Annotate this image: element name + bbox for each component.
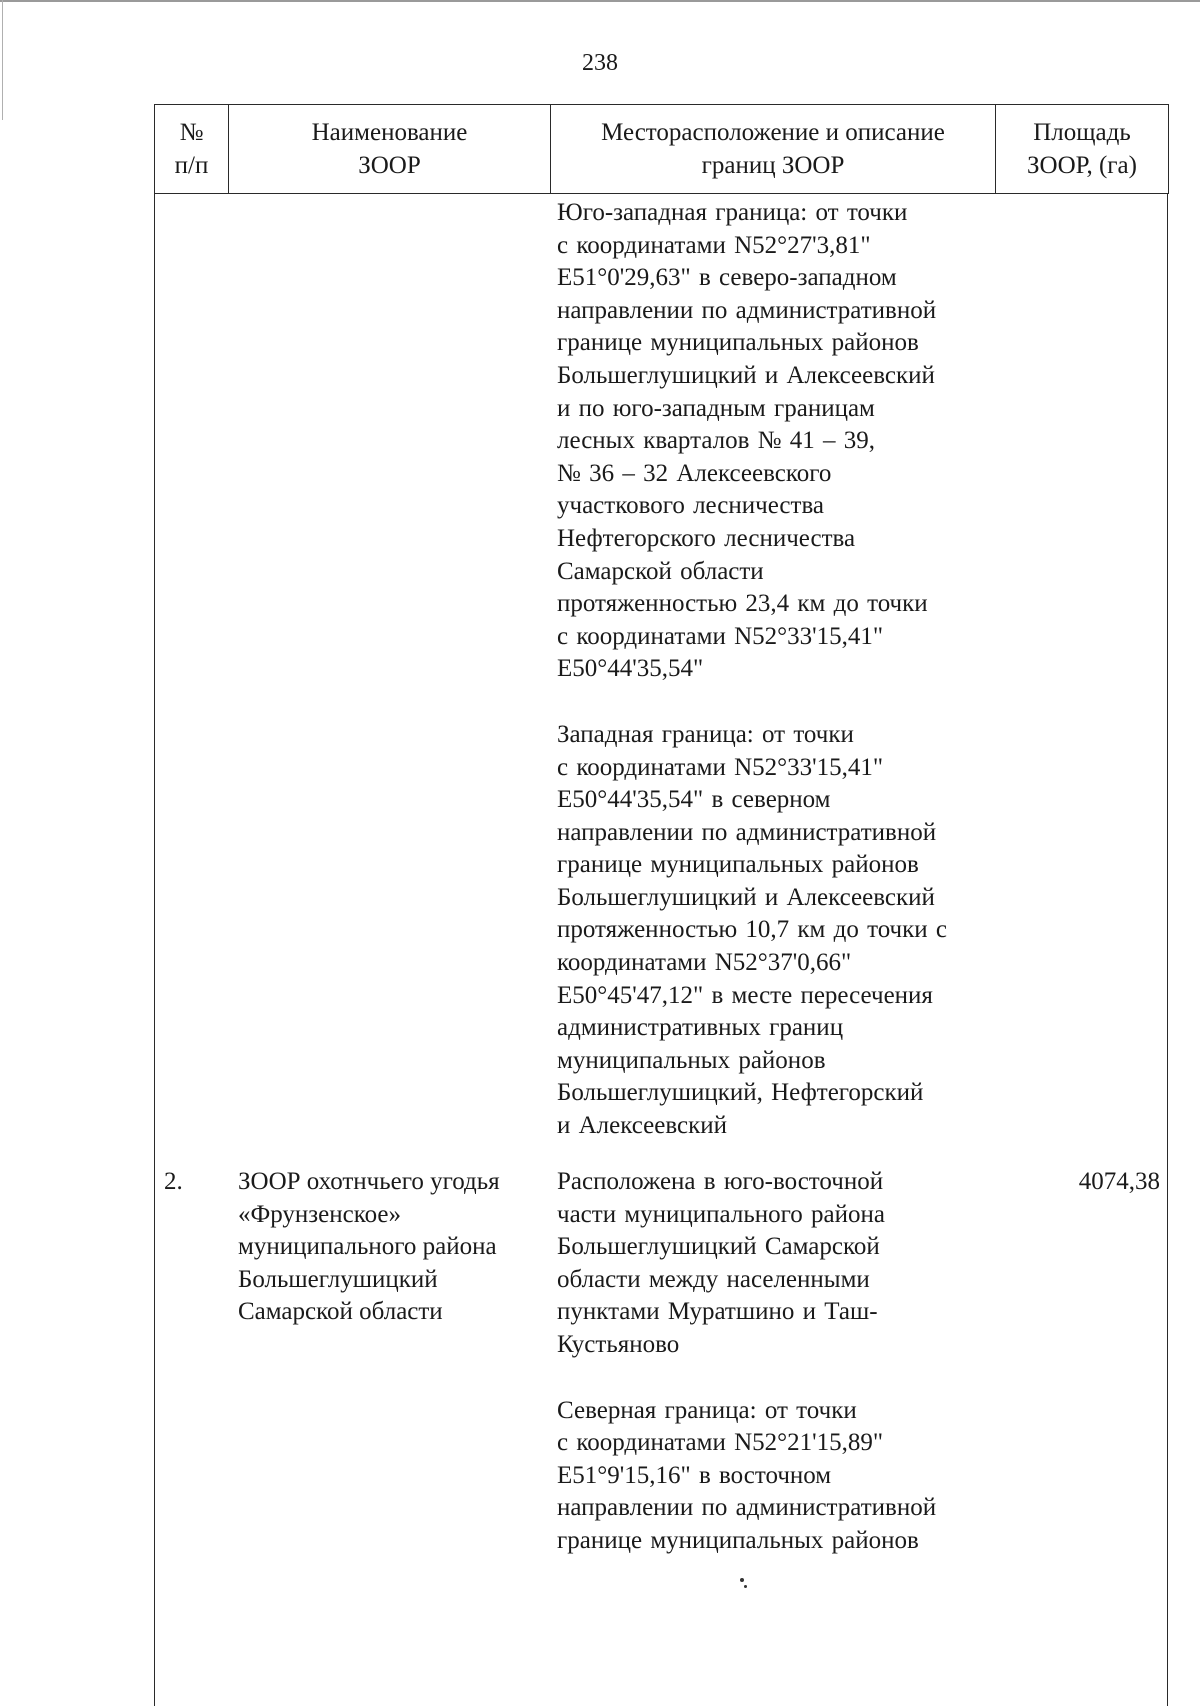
header-number-line: п/п bbox=[174, 152, 209, 179]
text-line: координатами N52°37'0,66" bbox=[557, 949, 852, 977]
row1-location-cell bbox=[557, 197, 992, 1143]
text-line: с координатами N52°27'3,81" bbox=[557, 231, 871, 259]
text-line: направлении по административной bbox=[557, 296, 937, 324]
header-name-line: ЗООР bbox=[358, 152, 421, 179]
text-line: пунктами Муратшино и Таш- bbox=[557, 1298, 878, 1326]
header-area bbox=[996, 105, 1169, 194]
page-number: 238 bbox=[582, 50, 618, 76]
text-line: Большеглушицкий и Алексеевский bbox=[557, 361, 935, 389]
text-line: с координатами N52°33'15,41" bbox=[557, 753, 884, 781]
text-line: Большеглушицкий и Алексеевский bbox=[557, 883, 935, 911]
text-line: Северная граница: от точки bbox=[557, 1396, 857, 1424]
scan-edge-top bbox=[0, 0, 1200, 2]
name-line: ЗООР охотнчьего угодья bbox=[238, 1168, 500, 1195]
text-line: протяженностью 23,4 км до точки bbox=[557, 590, 928, 618]
text-line: Кустьяново bbox=[557, 1330, 680, 1358]
scan-speck bbox=[744, 1585, 747, 1588]
text-line: и Алексеевский bbox=[557, 1112, 728, 1140]
text-line: границе муниципальных районов bbox=[557, 1526, 919, 1554]
text-line: E51°0'29,63" в северо-западном bbox=[557, 264, 897, 292]
header-location-line: Месторасположение и описание bbox=[601, 119, 945, 146]
header-location bbox=[551, 105, 996, 194]
text-line: с координатами N52°33'15,41" bbox=[557, 622, 884, 650]
text-line: направлении по административной bbox=[557, 818, 937, 846]
text-line: Нефтегорского лесничества bbox=[557, 524, 856, 552]
text-line: Западная граница: от точки bbox=[557, 720, 854, 748]
southwest-border-paragraph bbox=[557, 197, 992, 686]
text-line: E50°45'47,12" в месте пересечения bbox=[557, 981, 933, 1009]
text-line: направлении по административной bbox=[557, 1494, 937, 1522]
text-line: границе муниципальных районов bbox=[557, 329, 919, 357]
text-line: Юго-западная граница: от точки bbox=[557, 199, 908, 226]
text-line: границе муниципальных районов bbox=[557, 851, 919, 879]
scan-speck bbox=[740, 1578, 744, 1582]
location-paragraph bbox=[557, 1166, 992, 1362]
table-header bbox=[154, 104, 1169, 194]
header-name-line: Наименование bbox=[311, 119, 468, 146]
row2-area: 4074,38 bbox=[1078, 1168, 1160, 1195]
text-line: муниципальных районов bbox=[557, 1046, 826, 1074]
text-line: области между населенными bbox=[557, 1265, 870, 1293]
text-line: E50°44'35,54" bbox=[557, 655, 704, 683]
text-line: Большеглушицкий Самарской bbox=[557, 1233, 880, 1261]
text-line: № 36 – 32 Алексеевского bbox=[557, 459, 832, 487]
name-line: «Фрунзенское» bbox=[238, 1200, 402, 1228]
north-border-paragraph bbox=[557, 1395, 992, 1558]
text-line: Расположена в юго-восточной bbox=[557, 1168, 884, 1195]
text-line: Большеглушицкий, Нефтегорский bbox=[557, 1079, 924, 1107]
text-line: Самарской области bbox=[557, 557, 764, 585]
name-line: Самарской области bbox=[238, 1298, 443, 1326]
header-number-line: № bbox=[179, 119, 204, 146]
header-area-line: ЗООР, (га) bbox=[1027, 152, 1137, 179]
name-line: Большеглушицкий bbox=[238, 1265, 438, 1293]
text-line: с координатами N52°21'15,89" bbox=[557, 1429, 884, 1457]
text-line: участкового лесничества bbox=[557, 492, 825, 520]
header-name bbox=[229, 105, 551, 194]
text-line: E51°9'15,16" в восточном bbox=[557, 1461, 832, 1489]
row2-number: 2. bbox=[164, 1168, 183, 1195]
west-border-paragraph bbox=[557, 719, 992, 1143]
text-line: административных границ bbox=[557, 1014, 844, 1042]
header-location-line: границ ЗООР bbox=[701, 152, 845, 179]
text-line: части муниципального района bbox=[557, 1200, 885, 1228]
row2-location-cell bbox=[557, 1166, 992, 1558]
text-line: и по юго-западным границам bbox=[557, 394, 875, 422]
header-number bbox=[155, 105, 229, 194]
text-line: E50°44'35,54" в северном bbox=[557, 786, 831, 814]
header-area-line: Площадь bbox=[1033, 119, 1131, 146]
row2-name-cell bbox=[238, 1166, 548, 1329]
text-line: протяженностью 10,7 км до точки с bbox=[557, 916, 947, 944]
name-line: муниципального района bbox=[238, 1233, 497, 1261]
text-line: лесных кварталов № 41 – 39, bbox=[557, 427, 876, 455]
